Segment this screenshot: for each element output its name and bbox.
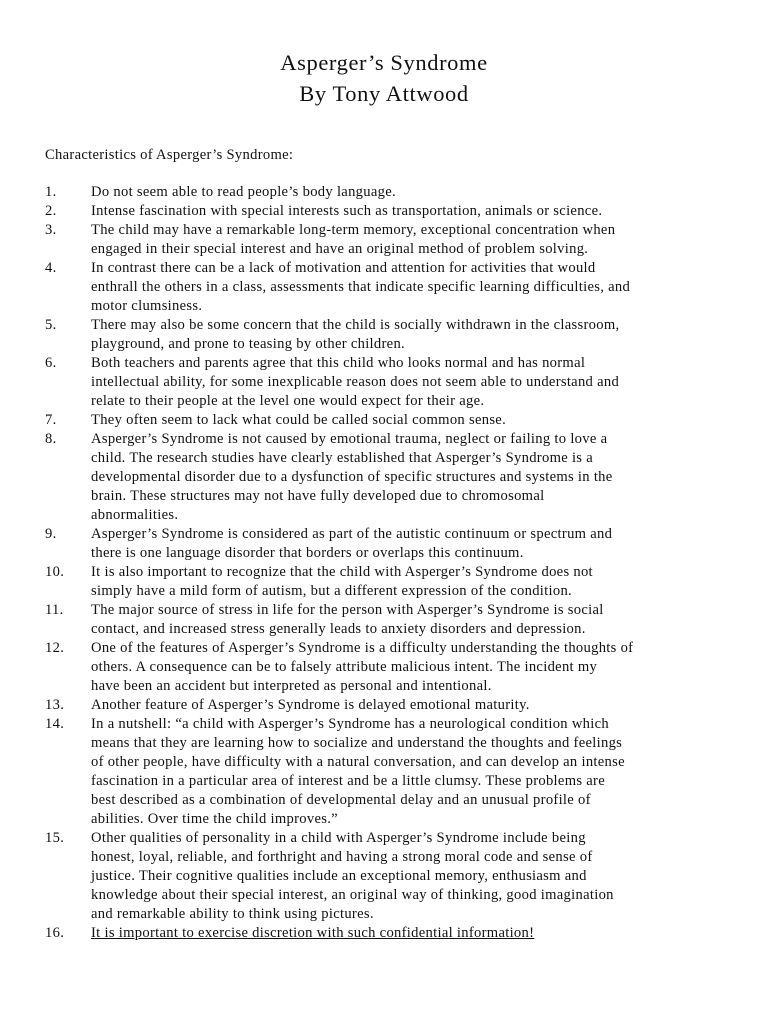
list-item-text: abilities. Over time the child improves.” bbox=[91, 811, 338, 827]
list-item-number: 3. bbox=[45, 222, 57, 238]
list-item bbox=[45, 563, 735, 601]
list-item-text: child. The research studies have clearly established that Asperger’s Syndrome is a bbox=[91, 450, 594, 466]
title-line-2: By Tony Attwood bbox=[299, 81, 469, 106]
list-item bbox=[45, 259, 735, 316]
list-item-number: 15. bbox=[45, 830, 65, 846]
list-item-text: and remarkable ability to think using pictures. bbox=[91, 906, 374, 922]
list-item bbox=[45, 411, 735, 430]
list-item-number: 13. bbox=[45, 697, 65, 713]
list-item-text: playground, and prone to teasing by other children. bbox=[91, 336, 405, 352]
list-item-number: 5. bbox=[45, 317, 57, 333]
list-item-text: Another feature of Asperger’s Syndrome is delayed emotional maturity. bbox=[91, 697, 530, 713]
list-item-number: 11. bbox=[45, 602, 64, 618]
list-item bbox=[45, 525, 735, 563]
list-item-text: Do not seem able to read people’s body language. bbox=[91, 184, 396, 200]
list-item-text: others. A consequence can be to falsely attribute malicious intent. The incident my bbox=[91, 659, 598, 675]
list-item-text: best described as a combination of developmental delay and an unusual profile of bbox=[91, 792, 591, 808]
list-item-text: It is important to exercise discretion with such confidential information! bbox=[91, 925, 535, 941]
characteristics-list bbox=[45, 183, 735, 943]
list-item-text: motor clumsiness. bbox=[91, 298, 203, 314]
list-item-text: enthrall the others in a class, assessments that indicate specific learning difficulties, and bbox=[91, 279, 631, 295]
list-item-text: knowledge about their special interest, an original way of thinking, good imagination bbox=[91, 887, 614, 903]
list-item-text: contact, and increased stress generally leads to anxiety disorders and depression. bbox=[91, 621, 586, 637]
list-item bbox=[45, 221, 735, 259]
list-item bbox=[45, 696, 735, 715]
list-item-number: 9. bbox=[45, 526, 57, 542]
list-item-text: They often seem to lack what could be called social common sense. bbox=[91, 412, 507, 428]
list-item-text: simply have a mild form of autism, but a different expression of the condition. bbox=[91, 583, 573, 599]
list-item-text: means that they are learning how to socialize and understand the thoughts and feelings bbox=[91, 735, 623, 751]
list-item-text: Asperger’s Syndrome is not caused by emotional trauma, neglect or failing to love a bbox=[91, 431, 608, 447]
list-item-text: Intense fascination with special interests such as transportation, animals or science. bbox=[91, 203, 603, 219]
document-title bbox=[0, 47, 768, 109]
list-item-text: Both teachers and parents agree that this child who looks normal and has normal bbox=[91, 355, 586, 371]
list-item-text: Asperger’s Syndrome is considered as part of the autistic continuum or spectrum and bbox=[91, 526, 613, 542]
list-item-text: brain. These structures may not have fully developed due to chromosomal bbox=[91, 488, 545, 504]
list-item-number: 1. bbox=[45, 184, 57, 200]
list-item-text: there is one language disorder that borders or overlaps this continuum. bbox=[91, 545, 524, 561]
list-item bbox=[45, 924, 735, 943]
list-item-number: 4. bbox=[45, 260, 57, 276]
list-item-text: justice. Their cognitive qualities include an exceptional memory, enthusiasm and bbox=[91, 868, 587, 884]
list-item-text: In a nutshell: “a child with Asperger’s Syndrome has a neurological condition which bbox=[91, 716, 610, 732]
list-item-text: have been an accident but interpreted as personal and intentional. bbox=[91, 678, 492, 694]
list-item-text: There may also be some concern that the child is socially withdrawn in the classroom, bbox=[91, 317, 620, 333]
list-item-number: 16. bbox=[45, 925, 65, 941]
list-item-number: 7. bbox=[45, 412, 57, 428]
list-item bbox=[45, 202, 735, 221]
list-item-text: In contrast there can be a lack of motivation and attention for activities that would bbox=[91, 260, 596, 276]
list-item-number: 6. bbox=[45, 355, 57, 371]
list-item-number: 10. bbox=[45, 564, 65, 580]
list-item-text: Other qualities of personality in a child with Asperger’s Syndrome include being bbox=[91, 830, 586, 846]
list-item-text: developmental disorder due to a dysfunction of specific structures and systems in the bbox=[91, 469, 613, 485]
list-item-text: The child may have a remarkable long-term memory, exceptional concentration when bbox=[91, 222, 616, 238]
list-item bbox=[45, 183, 735, 202]
list-item bbox=[45, 316, 735, 354]
list-item bbox=[45, 354, 735, 411]
list-item-text: honest, loyal, reliable, and forthright and having a strong moral code and sense of bbox=[91, 849, 593, 865]
intro-heading: Characteristics of Asperger’s Syndrome: bbox=[45, 147, 294, 163]
list-item-number: 2. bbox=[45, 203, 57, 219]
list-item-number: 8. bbox=[45, 431, 57, 447]
list-item-number: 14. bbox=[45, 716, 65, 732]
list-item bbox=[45, 639, 735, 696]
list-item-text: relate to their people at the level one would expect for their age. bbox=[91, 393, 485, 409]
list-item-text: abnormalities. bbox=[91, 507, 179, 523]
title-line-1: Asperger’s Syndrome bbox=[280, 50, 488, 75]
list-item bbox=[45, 601, 735, 639]
list-item-number: 12. bbox=[45, 640, 65, 656]
list-item-text: The major source of stress in life for the person with Asperger’s Syndrome is social bbox=[91, 602, 604, 618]
list-item-text: engaged in their special interest and have an original method of problem solving. bbox=[91, 241, 589, 257]
list-item-text: fascination in a particular area of interest and be a little clumsy. These problems are bbox=[91, 773, 605, 789]
list-item-text: It is also important to recognize that the child with Asperger’s Syndrome does not bbox=[91, 564, 593, 580]
list-item-text: One of the features of Asperger’s Syndrome is a difficulty understanding the thoughts of bbox=[91, 640, 634, 656]
list-item bbox=[45, 715, 735, 829]
list-item bbox=[45, 430, 735, 525]
list-item-text: of other people, have difficulty with a natural conversation, and can develop an intense bbox=[91, 754, 625, 770]
list-item bbox=[45, 829, 735, 924]
list-item-text: intellectual ability, for some inexplicable reason does not seem able to understand and bbox=[91, 374, 620, 390]
